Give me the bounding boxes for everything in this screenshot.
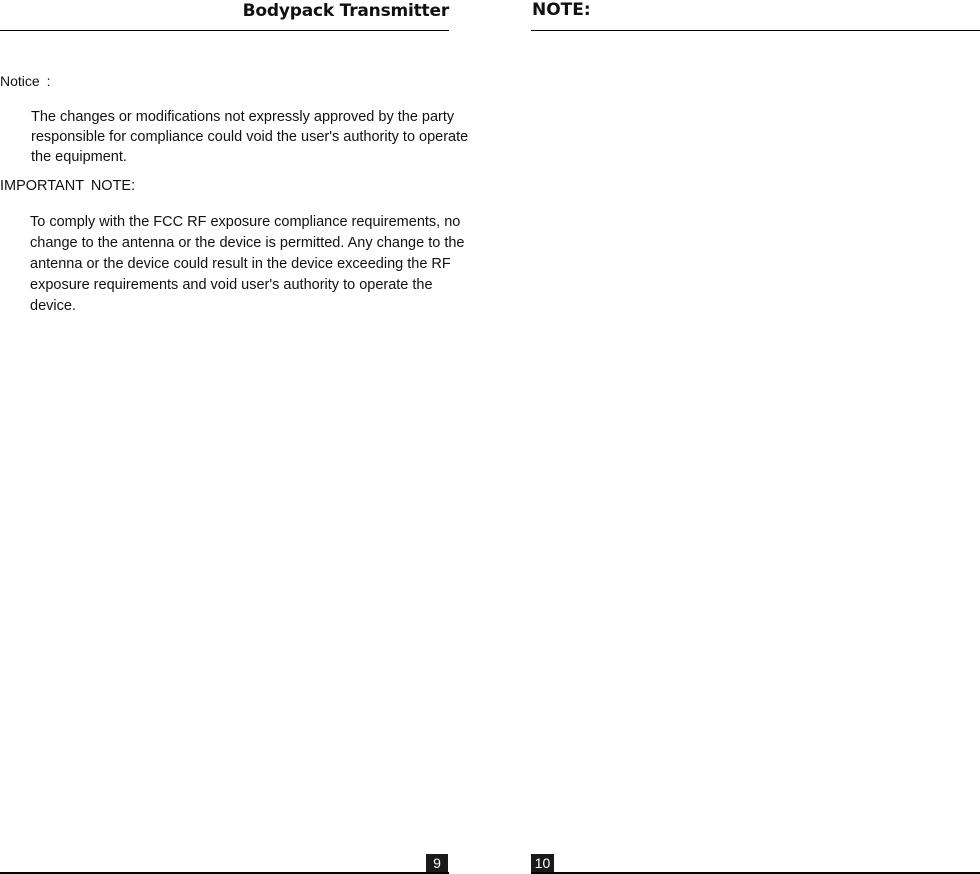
important-note-paragraph [0,212,472,317]
notice-paragraph [0,107,473,167]
right-page-number: 10 [531,854,554,872]
left-page-number: 9 [426,854,448,872]
right-page-title: NOTE: [532,0,591,20]
left-page-title: Bodypack Transmitter [242,1,449,21]
important-note-text: To comply with the FCC RF exposure compliance requirements, no change to the antenna or the device is permitted. Any change to the antenna or the device could result in the device exceeding the RF exposure requirements and void user's authority to operate the device. [30,214,465,314]
important-note-label: IMPORTANT NOTE: [0,178,136,194]
left-page-header [0,0,449,31]
notice-text: The changes or modifications not expressly approved by the party responsible for compliance could void the user's authority to operate the equipment. [31,109,469,165]
right-page-header [531,0,980,31]
notice-label: Notice : [0,73,51,89]
